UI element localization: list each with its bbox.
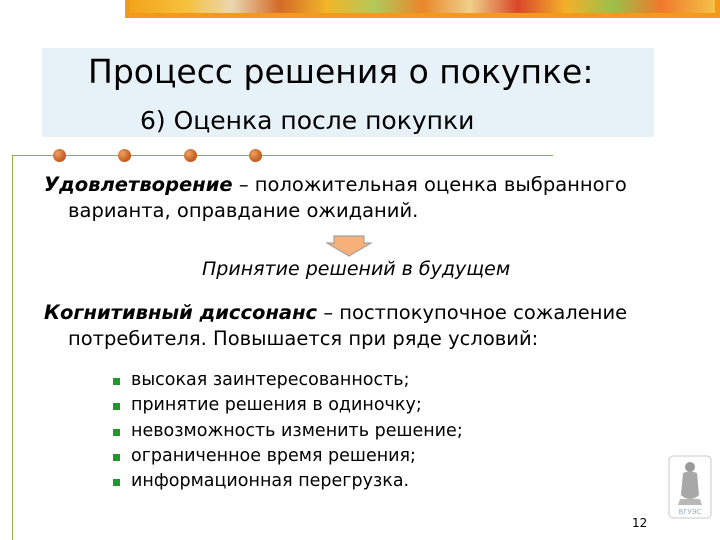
satisfaction-paragraph bbox=[44, 172, 627, 224]
decorative-dot-2 bbox=[118, 149, 131, 162]
satisfaction-definition-line2: варианта, оправдание ожиданий. bbox=[68, 199, 419, 222]
list-item: принятие решения в одиночку; bbox=[113, 393, 463, 418]
accent-horizontal-line bbox=[12, 155, 553, 156]
dissonance-definition-line2: потребителя. Повышается при ряде условий: bbox=[68, 327, 539, 350]
bullet-icon bbox=[113, 378, 120, 385]
future-decisions-caption: Принятие решений в будущем bbox=[202, 258, 511, 280]
satisfaction-term: Удовлетворение bbox=[44, 173, 233, 196]
bullet-icon bbox=[113, 403, 120, 410]
dissonance-term: Когнитивный диссонанс bbox=[44, 301, 318, 324]
banner-frame bbox=[125, 0, 720, 18]
slide-subtitle: 6) Оценка после покупки bbox=[140, 106, 475, 135]
decorative-dot-1 bbox=[53, 149, 66, 162]
slide-title: Процесс решения о покупке: bbox=[88, 52, 594, 91]
list-item: информационная перегрузка. bbox=[113, 469, 463, 494]
satisfaction-definition-line1: – положительная оценка выбранного bbox=[232, 173, 627, 196]
bullet-icon bbox=[113, 429, 120, 436]
list-item: ограниченное время решения; bbox=[113, 444, 463, 469]
conditions-list bbox=[113, 368, 463, 494]
logo-text: ВГУЭС bbox=[678, 508, 702, 516]
dissonance-definition-line1: – постпокупочное сожаление bbox=[317, 301, 628, 324]
list-item: невозможность изменить решение; bbox=[113, 419, 463, 444]
bullet-icon bbox=[113, 454, 120, 461]
decorative-dot-4 bbox=[249, 149, 262, 162]
list-item: высокая заинтересованность; bbox=[113, 368, 463, 393]
down-arrow-icon bbox=[326, 235, 372, 257]
page-number: 12 bbox=[632, 516, 648, 530]
dissonance-paragraph bbox=[44, 300, 627, 352]
accent-vertical-line bbox=[12, 155, 13, 540]
decorative-dot-3 bbox=[184, 149, 197, 162]
bullet-icon bbox=[113, 479, 120, 486]
university-logo-icon bbox=[668, 455, 712, 519]
